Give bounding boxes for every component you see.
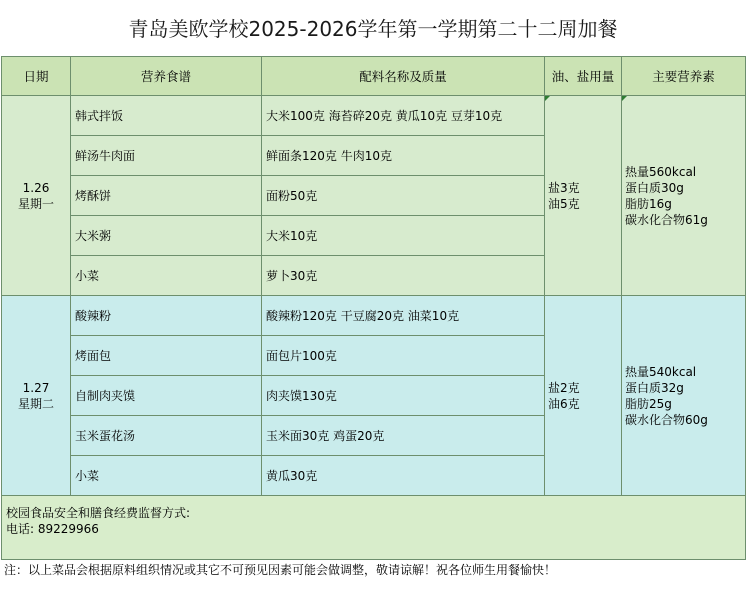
- dish-ingredients: 萝卜30克: [262, 256, 545, 296]
- salt-text: 盐3克: [548, 180, 580, 195]
- comment-marker-icon: [622, 96, 627, 101]
- weekday-text: 星期一: [17, 196, 54, 211]
- dish-ingredients: 大米10克: [262, 216, 545, 256]
- oil-text: 油6克: [548, 396, 580, 411]
- date-cell: [2, 96, 71, 296]
- comment-marker-icon: [545, 96, 550, 101]
- nutrient-protein: 蛋白质32g: [625, 380, 684, 395]
- date-cell: [2, 296, 71, 496]
- nutrient-carbs: 碳水化合物61g: [625, 212, 708, 227]
- dish-name: 韩式拌饭: [71, 96, 262, 136]
- oil-salt-cell: [545, 296, 622, 496]
- oil-salt-cell: [545, 96, 622, 296]
- date-text: 1.26: [22, 180, 50, 195]
- nutrient-protein: 蛋白质30g: [625, 180, 684, 195]
- dish-ingredients: 面包片100克: [262, 336, 545, 376]
- header-oil-salt: 油、盐用量: [545, 57, 622, 96]
- weekday-text: 星期二: [17, 396, 54, 411]
- table-row: [2, 96, 746, 136]
- table-row: [2, 296, 746, 336]
- nutrients-cell: [622, 96, 746, 296]
- dish-name: 烤酥饼: [71, 176, 262, 216]
- dish-name: 自制肉夹馍: [71, 376, 262, 416]
- salt-text: 盐2克: [548, 380, 580, 395]
- dish-name: 玉米蛋花汤: [71, 416, 262, 456]
- menu-table: [1, 56, 746, 560]
- page-title: 青岛美欧学校2025-2026学年第一学期第二十二周加餐: [128, 17, 618, 41]
- dish-name: 小菜: [71, 256, 262, 296]
- dish-ingredients: 肉夹馍130克: [262, 376, 545, 416]
- supervision-text: 校园食品安全和膳食经费监督方式:: [6, 506, 191, 520]
- dish-ingredients: 面粉50克: [262, 176, 545, 216]
- dish-ingredients: 酸辣粉120克 干豆腐20克 油菜10克: [262, 296, 545, 336]
- date-text: 1.27: [22, 380, 50, 395]
- header-date: 日期: [2, 57, 71, 96]
- dish-ingredients: 大米100克 海苔碎20克 黄瓜10克 豆芽10克: [262, 96, 545, 136]
- dish-ingredients: 玉米面30克 鸡蛋20克: [262, 416, 545, 456]
- nutrients-cell: [622, 296, 746, 496]
- supervision-cell: [2, 496, 746, 560]
- nutrient-fat: 脂肪25g: [625, 396, 672, 411]
- phone-text: 电话: 89229966: [6, 522, 99, 536]
- nutrient-carbs: 碳水化合物60g: [625, 412, 708, 427]
- dish-name: 烤面包: [71, 336, 262, 376]
- header-recipe: 营养食谱: [71, 57, 262, 96]
- dish-name: 小菜: [71, 456, 262, 496]
- header-row: [2, 57, 746, 96]
- nutrient-energy: 热量540kcal: [625, 364, 697, 379]
- footer-row: [2, 496, 746, 560]
- dish-ingredients: 黄瓜30克: [262, 456, 545, 496]
- dish-name: 大米粥: [71, 216, 262, 256]
- header-ingredients: 配料名称及质量: [262, 57, 545, 96]
- dish-name: 酸辣粉: [71, 296, 262, 336]
- nutrient-fat: 脂肪16g: [625, 196, 672, 211]
- footnote: 注：以上菜品会根据原料组织情况或其它不可预见因素可能会做调整，敬请谅解！祝各位师生用餐愉快！: [4, 563, 557, 577]
- dish-name: 鲜汤牛肉面: [71, 136, 262, 176]
- dish-ingredients: 鲜面条120克 牛肉10克: [262, 136, 545, 176]
- oil-text: 油5克: [548, 196, 580, 211]
- nutrient-energy: 热量560kcal: [625, 164, 697, 179]
- header-nutrients: 主要营养素: [622, 57, 746, 96]
